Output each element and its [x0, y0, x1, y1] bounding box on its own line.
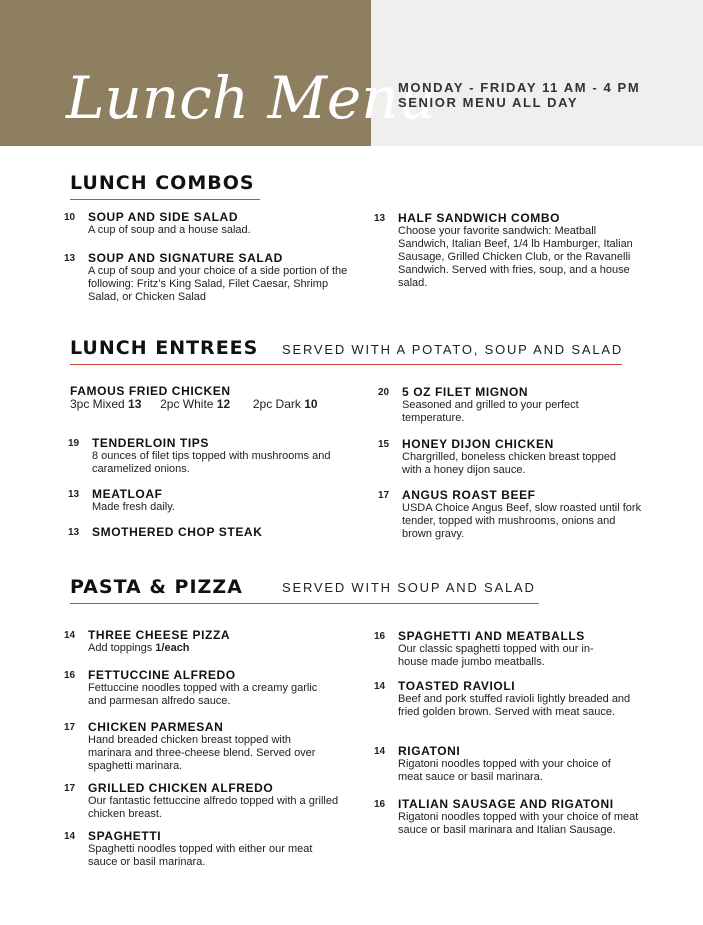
item-description: A cup of soup and your choice of a side portion of the following: Fritz’s King Salad, Filet Caesar, Shrimp Salad, or Chicken Salad — [88, 265, 348, 303]
hours-info — [398, 80, 640, 110]
item-name: SPAGHETTI AND MEATBALLS — [398, 629, 585, 643]
item-name: ANGUS ROAST BEEF — [402, 488, 536, 502]
item-price: 13 — [374, 213, 386, 224]
option-price: 10 — [304, 397, 318, 411]
item-description: USDA Choice Angus Beef, slow roasted until fork tender, topped with mushrooms, onions and brown gravy. — [402, 502, 642, 540]
item-price: 14 — [374, 746, 386, 757]
item-price: 17 — [378, 490, 390, 501]
option-label: 3pc Mixed — [70, 397, 125, 411]
item-name: THREE CHEESE PIZZA — [88, 628, 231, 642]
item-name: SMOTHERED CHOP STEAK — [92, 525, 263, 539]
section-divider — [70, 364, 622, 365]
item-description: Made fresh daily. — [92, 501, 175, 513]
item-description: Seasoned and grilled to your perfect temperature. — [402, 399, 579, 424]
hours-line: MONDAY - FRIDAY 11 AM - 4 PM — [398, 80, 641, 95]
item-description: Rigatoni noodles topped with your choice of meat sauce or basil marinara and Italian Sausage. — [398, 811, 639, 836]
item-description: Fettuccine noodles topped with a creamy garlic and parmesan alfredo sauce. — [88, 682, 318, 707]
item-name: TENDERLOIN TIPS — [92, 436, 210, 450]
item-name: CHICKEN PARMESAN — [88, 720, 224, 734]
item-price: 14 — [374, 681, 386, 692]
item-description: Beef and pork stuffed ravioli lightly breaded and fried golden brown. Served with meat sauce. — [398, 693, 631, 718]
item-price: 15 — [378, 439, 390, 450]
pizza-topping-price: 1/each — [155, 642, 190, 654]
section-title-pasta-pizza: PASTA & PIZZA — [70, 576, 243, 598]
item-name: HALF SANDWICH COMBO — [398, 211, 561, 225]
section-title-lunch-entrees: LUNCH ENTREES — [70, 337, 259, 359]
item-description: Hand breaded chicken breast topped with marinara and three-cheese blend. Served over spaghetti marinara. — [88, 734, 316, 772]
item-price: 19 — [68, 438, 80, 449]
item-price: 16 — [64, 670, 76, 681]
fried-chicken-options — [70, 397, 318, 411]
section-divider — [70, 603, 539, 604]
item-price: 17 — [64, 783, 76, 794]
item-name: GRILLED CHICKEN ALFREDO — [88, 781, 274, 795]
item-name: TOASTED RAVIOLI — [398, 679, 516, 693]
section-subtitle: SERVED WITH A POTATO, SOUP AND SALAD — [282, 342, 624, 357]
item-description: Spaghetti noodles topped with either our meat sauce or basil marinara. — [88, 843, 313, 868]
item-price: 14 — [64, 630, 76, 641]
section-divider — [70, 199, 260, 200]
item-name: ITALIAN SAUSAGE AND RIGATONI — [398, 797, 614, 811]
item-description: Our fantastic fettuccine alfredo topped with a grilled chicken breast. — [88, 795, 339, 820]
item-description: A cup of soup and a house salad. — [88, 224, 251, 236]
item-price: 14 — [64, 831, 76, 842]
item-price: 20 — [378, 387, 390, 398]
lunch-menu-script-title — [66, 40, 436, 140]
item-description: Chargrilled, boneless chicken breast topped with a honey dijon sauce. — [402, 451, 617, 476]
item-name: FETTUCCINE ALFREDO — [88, 668, 236, 682]
item-price: 13 — [68, 527, 80, 538]
item-name: HONEY DIJON CHICKEN — [402, 437, 554, 451]
option-price: 13 — [128, 397, 142, 411]
item-name: MEATLOAF — [92, 487, 163, 501]
item-description: 8 ounces of filet tips topped with mushrooms and caramelized onions. — [92, 450, 331, 475]
item-name: FAMOUS FRIED CHICKEN — [70, 384, 231, 398]
item-price: 10 — [64, 212, 76, 223]
item-name: SOUP AND SIGNATURE SALAD — [88, 251, 283, 265]
lunch-menu-title-text: Lunch Menu — [66, 64, 436, 132]
pizza-toppings-label: Add toppings — [88, 642, 153, 654]
section-title-lunch-combos: LUNCH COMBOS — [70, 172, 255, 194]
option-label: 2pc Dark — [252, 397, 301, 411]
item-description — [88, 642, 348, 655]
item-price: 16 — [374, 799, 386, 810]
item-name: SOUP AND SIDE SALAD — [88, 210, 239, 224]
item-price: 13 — [68, 489, 80, 500]
item-name: RIGATONI — [398, 744, 461, 758]
item-price: 13 — [64, 253, 76, 264]
item-description: Our classic spaghetti topped with our in-house made jumbo meatballs. — [398, 643, 594, 668]
option-label: 2pc White — [160, 397, 214, 411]
item-name: 5 OZ FILET MIGNON — [402, 385, 529, 399]
section-subtitle: SERVED WITH SOUP AND SALAD — [282, 580, 536, 595]
item-description: Choose your favorite sandwich: Meatball Sandwich, Italian Beef, 1/4 lb Hamburger, Italian Sausage, Grilled Chicken Club, or the Ravanelli Sandwich. Served with fries, soup, and a house salad. — [398, 225, 633, 289]
item-price: 16 — [374, 631, 386, 642]
option-price: 12 — [216, 397, 231, 411]
item-description: Rigatoni noodles topped with your choice of meat sauce or basil marinara. — [398, 758, 611, 783]
item-price: 17 — [64, 722, 76, 733]
senior-menu-line: SENIOR MENU ALL DAY — [398, 95, 579, 110]
item-name: SPAGHETTI — [88, 829, 162, 843]
